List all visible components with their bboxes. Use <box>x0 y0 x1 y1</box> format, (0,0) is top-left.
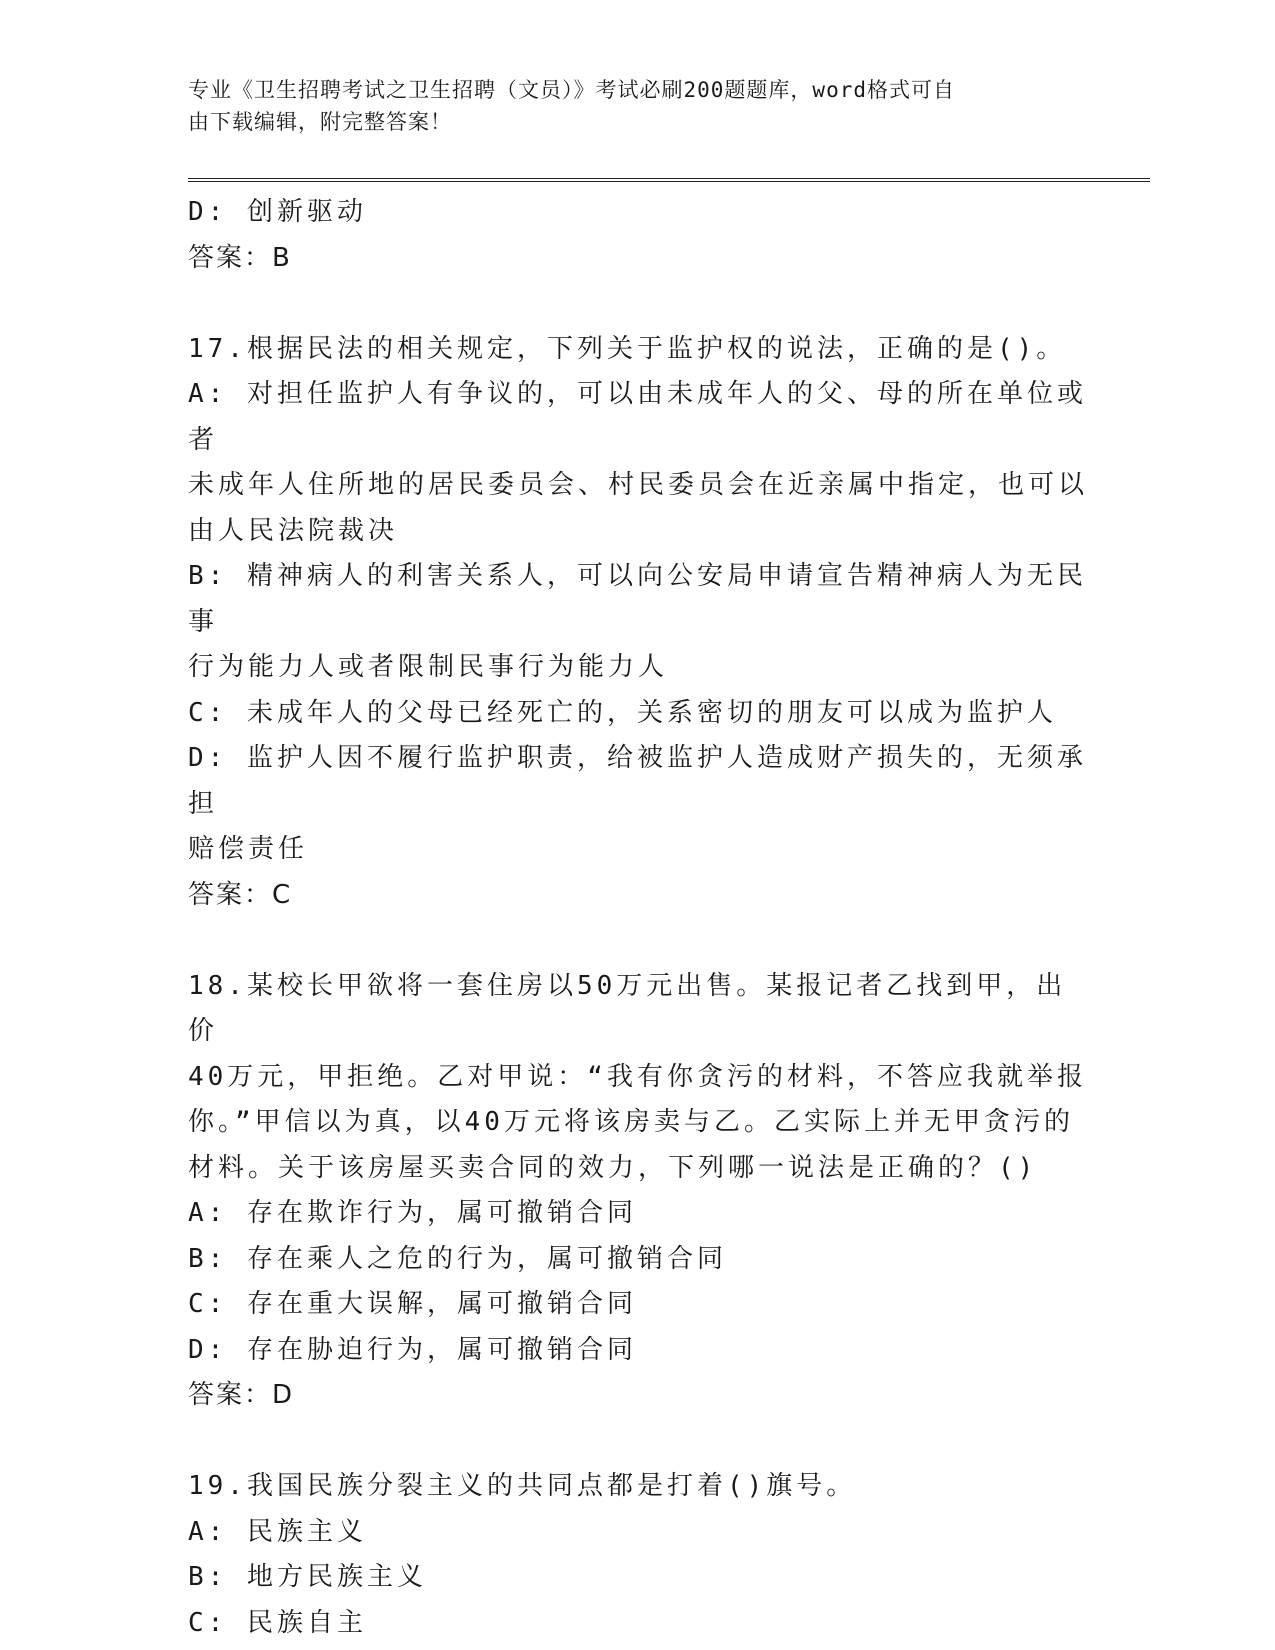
option-c: C: 民族自主 <box>188 1607 367 1638</box>
answer-text: 答案：B <box>188 242 292 273</box>
header-title-line-2: 由下载编辑，附完整答案！ <box>188 110 452 134</box>
option-a-continued: 由人民法院裁决 <box>188 515 399 546</box>
answer-text: 答案：D <box>188 1380 295 1410</box>
spacer <box>188 1419 1088 1465</box>
option-d: D: 创新驱动 <box>188 197 367 227</box>
option-d: D: 监护人因不履行监护职责，给被监护人造成财产损失的，无须承担 <box>188 743 1087 819</box>
question-19 <box>188 1464 1088 1646</box>
document-body <box>188 190 1088 1646</box>
document-header <box>188 74 1068 138</box>
option-a: A: 民族主义 <box>188 1516 367 1547</box>
question-stem-continued: 40万元，甲拒绝。乙对甲说：“我有你贪污的材料，不答应我就举报 <box>188 1061 1087 1092</box>
option-d: D: 存在胁迫行为，属可撤销合同 <box>188 1334 637 1365</box>
question-stem-continued: 材料。关于该房屋买卖合同的效力，下列哪一说法是正确的？() <box>188 1152 1038 1183</box>
question-stem: 18.某校长甲欲将一套住房以50万元出售。某报记者乙找到甲，出价 <box>188 970 1067 1046</box>
question-16-tail <box>188 190 1088 281</box>
question-stem: 19.我国民族分裂主义的共同点都是打着()旗号。 <box>188 1471 857 1501</box>
question-stem-continued: 你。”甲信以为真，以40万元将该房卖与乙。乙实际上并无甲贪污的 <box>188 1107 1074 1137</box>
option-a: A: 对担任监护人有争议的，可以由未成年人的父、母的所在单位或者 <box>188 379 1087 455</box>
option-c: C: 未成年人的父母已经死亡的，关系密切的朋友可以成为监护人 <box>188 697 1057 728</box>
question-stem: 17.根据民法的相关规定，下列关于监护权的说法，正确的是()。 <box>188 333 1067 364</box>
option-a: A: 存在欺诈行为，属可撤销合同 <box>188 1198 637 1228</box>
question-18 <box>188 964 1088 1419</box>
header-divider <box>188 178 1150 182</box>
option-d-continued: 赔偿责任 <box>188 834 309 864</box>
header-title-line-1: 专业《卫生招聘考试之卫生招聘（文员）》考试必刷200题题库，word格式可自 <box>188 78 955 102</box>
option-b: B: 存在乘人之危的行为，属可撤销合同 <box>188 1243 727 1274</box>
spacer <box>188 918 1088 964</box>
option-b-continued: 行为能力人或者限制民事行为能力人 <box>188 652 669 682</box>
option-a-continued: 未成年人住所地的居民委员会、村民委员会在近亲属中指定，也可以 <box>188 470 1089 500</box>
answer-text: 答案：C <box>188 879 293 910</box>
option-b: B: 精神病人的利害关系人，可以向公安局申请宣告精神病人为无民事 <box>188 561 1087 637</box>
question-17 <box>188 327 1088 919</box>
spacer <box>188 281 1088 327</box>
option-c: C: 存在重大误解，属可撤销合同 <box>188 1289 637 1319</box>
option-b: B: 地方民族主义 <box>188 1562 427 1592</box>
